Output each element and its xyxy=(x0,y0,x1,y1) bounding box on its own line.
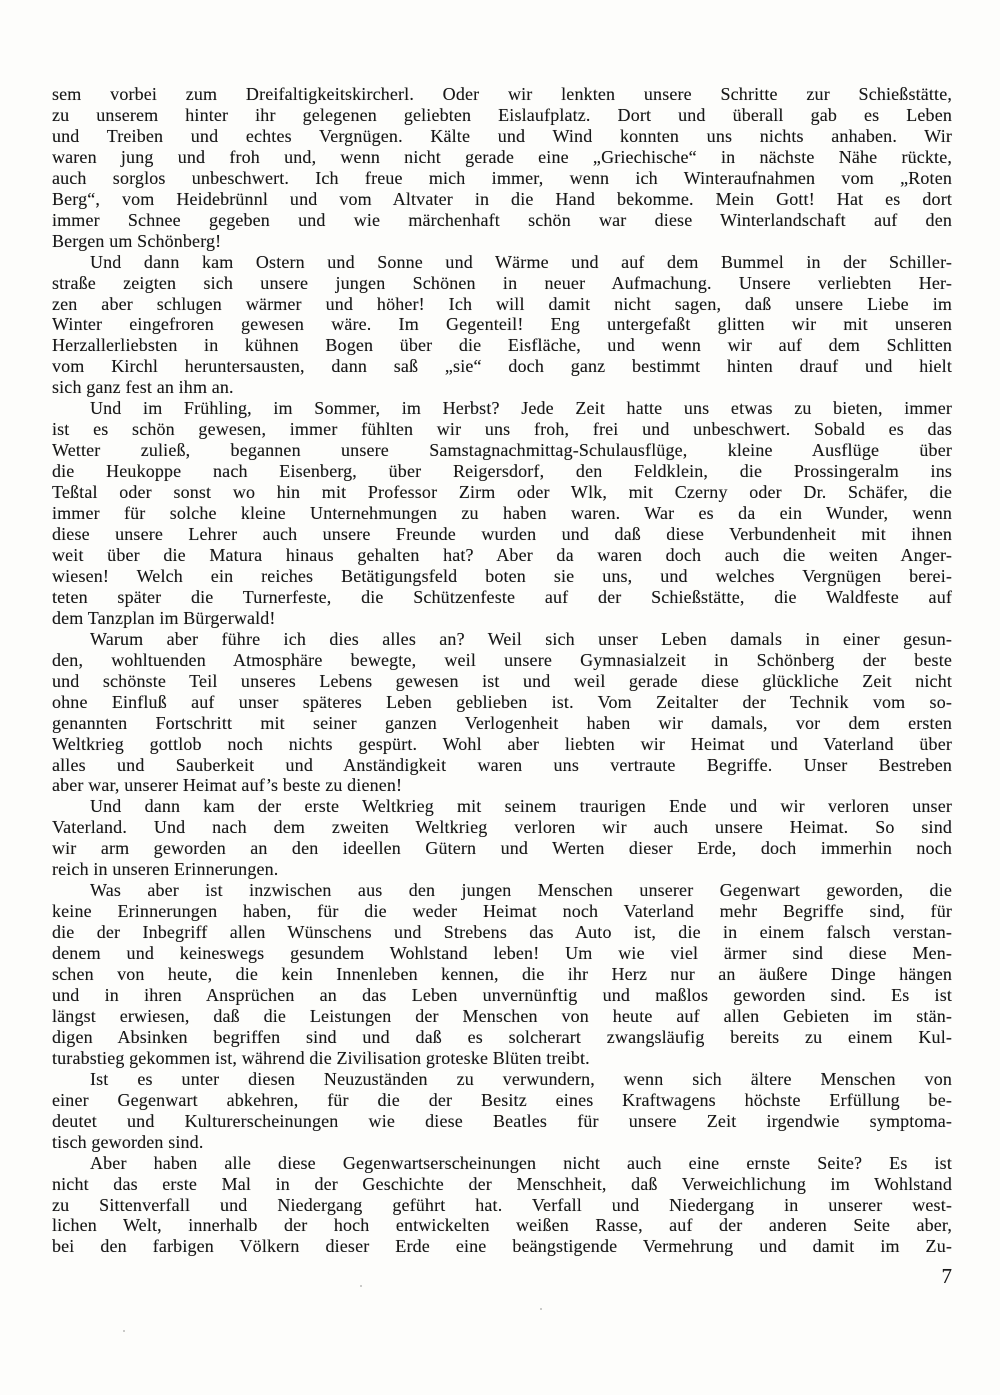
text-line: Und im Frühling, im Sommer, im Herbst? Jede Zeit hatte uns etwas zu bieten, immer xyxy=(90,398,952,419)
text-line: diese unsere Lehrer auch unsere Freunde wurden und daß diese Verbundenheit mit ihnen xyxy=(52,524,952,545)
text-line: Berg“, vom Heidebrünnl und vom Altvater in die Hand bekomme. Mein Gott! Hat es dort xyxy=(52,188,952,209)
text-line: den, wohltuenden Atmosphäre bewegte, weil unsere Gymnasialzeit in Schönberg der beste xyxy=(52,649,952,670)
text-line: sich ganz fest an ihm an. xyxy=(52,377,234,398)
text-line: ist es schön gewesen, immer fühlten wir uns froh, frei und unbeschwert. Sobald es das xyxy=(52,419,952,440)
text-line: denem und keineswegs gesundem Wohlstand leben! Um wie viel ärmer sind diese Men- xyxy=(52,943,952,964)
text-line: turabstieg gekommen ist, während die Zivilisation groteske Blüten treibt. xyxy=(52,1047,590,1068)
text-line: bei den farbigen Völkern dieser Erde eine beängstigende Vermehrung und damit im Zu- xyxy=(52,1236,952,1257)
text-line: teten später die Turnerfeste, die Schützenfeste auf der Schießstätte, die Waldfeste auf xyxy=(52,586,952,607)
text-line: längst erwiesen, daß die Leistungen der Menschen von heute auf allen Gebieten im stän- xyxy=(52,1005,952,1026)
text-line: reich in unseren Erinnerungen. xyxy=(52,859,279,880)
text-line: Was aber ist inzwischen aus den jungen Menschen unserer Gegenwart geworden, die xyxy=(90,880,952,901)
text-line: wir arm geworden an den ideellen Gütern und Werten dieser Erde, doch immerhin noch xyxy=(52,838,952,859)
text-line: Bergen um Schönberg! xyxy=(52,230,222,251)
text-line: Weltkrieg gottlob noch nichts gespürt. Wohl aber liebten wir Heimat und Vaterland über xyxy=(52,733,952,754)
text-line: Herzallerliebsten in kühnen Bogen über die Eisfläche, und wenn wir auf dem Schlitten xyxy=(52,335,952,356)
text-line: und Treiben und echtes Vergnügen. Kälte und Wind konnten uns nichts anhaben. Wir xyxy=(52,125,952,146)
text-line: immer Schnee gegeben und wie märchenhaft schön war diese Winterlandschaft auf den xyxy=(52,209,952,230)
text-line: vom Kirchl heruntersausten, dann saß „sie“ doch ganz bestimmt hinten drauf und hielt xyxy=(52,356,952,377)
text-line: ohne Einfluß auf unser späteres Leben geblieben ist. Vom Zeitalter der Technik vom so- xyxy=(52,691,952,712)
text-line: keine Erinnerungen haben, für die weder Heimat noch Vaterland mehr Begriffe sind, für xyxy=(52,901,952,922)
text-line: nicht das erste Mal in der Geschichte der Menschheit, daß Verweichlichung im Wohlstand xyxy=(52,1173,952,1194)
text-line: zen aber schlugen wärmer und höher! Ich will damit nicht sagen, daß unsere Liebe im xyxy=(52,293,952,314)
text-line: Aber haben alle diese Gegenwartserscheinungen nicht auch eine ernste Seite? Es ist xyxy=(90,1152,952,1173)
text-block xyxy=(52,84,952,1257)
text-line: deutet und Kulturerscheinungen wie diese Beatles für unsere Zeit irgendwie symptoma- xyxy=(52,1110,952,1131)
text-line: weit über die Matura hinaus gehalten hat? Aber da waren doch auch die weiten Anger- xyxy=(52,544,952,565)
text-line: alles und Sauberkeit und Anständigkeit waren uns vertraute Begriffe. Unser Bestreben xyxy=(52,754,952,775)
page-number: 7 xyxy=(941,1264,952,1288)
text-line: Wetter zuließ, begannen unsere Samstagnachmittag-Schulausflüge, kleine Ausflüge über xyxy=(52,440,952,461)
text-line: auch sorglos unbeschwert. Ich freue mich immer, wenn ich Winteraufnahmen vom „Roten xyxy=(52,167,952,188)
text-line: und schönste Teil unseres Lebens gewesen ist und weil gerade diese glückliche Zeit nicht xyxy=(52,670,952,691)
text-line: dem Tanzplan im Bürgerwald! xyxy=(52,607,276,628)
text-line: tisch geworden sind. xyxy=(52,1131,204,1152)
text-line: Vaterland. Und nach dem zweiten Weltkrieg verloren wir auch unsere Heimat. So sind xyxy=(52,817,952,838)
text-line: Ist es unter diesen Neuzuständen zu verwundern, wenn sich ältere Menschen von xyxy=(90,1068,952,1089)
text-line: schen von heute, die kein Innenleben kennen, die ihr Herz nur an äußere Dinge hängen xyxy=(52,964,952,985)
text-line: zu Sittenverfall und Niedergang geführt hat. Verfall und Niedergang in unserer west- xyxy=(52,1194,952,1215)
text-line: die der Inbegriff allen Wünschens und Strebens das Auto ist, die in einem falsch verstan- xyxy=(52,922,952,943)
text-line: Winter eingefroren gewesen wäre. Im Gegenteil! Eng untergefaßt glitten wir mit unseren xyxy=(52,314,952,335)
scan-speck xyxy=(360,1285,362,1287)
text-line: einer Gegenwart abkehren, für die der Besitz eines Kraftwagens höchste Erfüllung be- xyxy=(52,1089,952,1110)
text-line: Und dann kam Ostern und Sonne und Wärme und auf dem Bummel in der Schiller- xyxy=(90,251,952,272)
text-line: zu unserem hinter ihr gelegenen geliebten Eislaufplatz. Dort und überall gab es Leben xyxy=(52,104,952,125)
text-line: straße zeigten sich unsere jungen Schönen in neuer Aufmachung. Unsere verliebten Her- xyxy=(52,272,952,293)
text-line: Warum aber führe ich dies alles an? Weil sich unser Leben damals in einer gesun- xyxy=(90,628,952,649)
text-line: Teßtal oder sonst wo hin mit Professor Zirm oder Wlk, mit Czerny oder Dr. Schäfer, die xyxy=(52,482,952,503)
text-line: waren jung und froh und, wenn nicht gerade eine „Griechische“ in nächste Nähe rückte, xyxy=(52,146,952,167)
text-line: die Heukoppe nach Eisenberg, über Reigersdorf, den Feldklein, die Prossingeralm ins xyxy=(52,461,952,482)
scan-speck xyxy=(123,1330,125,1332)
text-line: lichen Welt, innerhalb der hoch entwickelten weißen Rasse, auf der anderen Seite aber, xyxy=(52,1215,952,1236)
text-line: Und dann kam der erste Weltkrieg mit seinem traurigen Ende und wir verloren unser xyxy=(90,796,952,817)
text-line: aber war, unserer Heimat auf’s beste zu dienen! xyxy=(52,775,403,796)
text-line: immer für solche kleine Unternehmungen zu haben waren. War es da ein Wunder, wenn xyxy=(52,503,952,524)
text-line: digen Absinken begriffen sind und daß es solcherart zwangsläufig bereits zu einem Kul- xyxy=(52,1026,952,1047)
text-line: genannten Fortschritt mit seiner ganzen Verlogenheit haben wir damals, vor dem ersten xyxy=(52,712,952,733)
text-line: sem vorbei zum Dreifaltigkeitskircherl. Oder wir lenkten unsere Schritte zur Schießstätte, xyxy=(52,84,952,104)
scan-speck xyxy=(540,1308,542,1310)
text-line: wiesen! Welch ein reiches Betätigungsfeld boten sie uns, und welches Vergnügen berei- xyxy=(52,565,952,586)
text-line: und in ihren Ansprüchen an das Leben unvernünftig und maßlos geworden sind. Es ist xyxy=(52,984,952,1005)
